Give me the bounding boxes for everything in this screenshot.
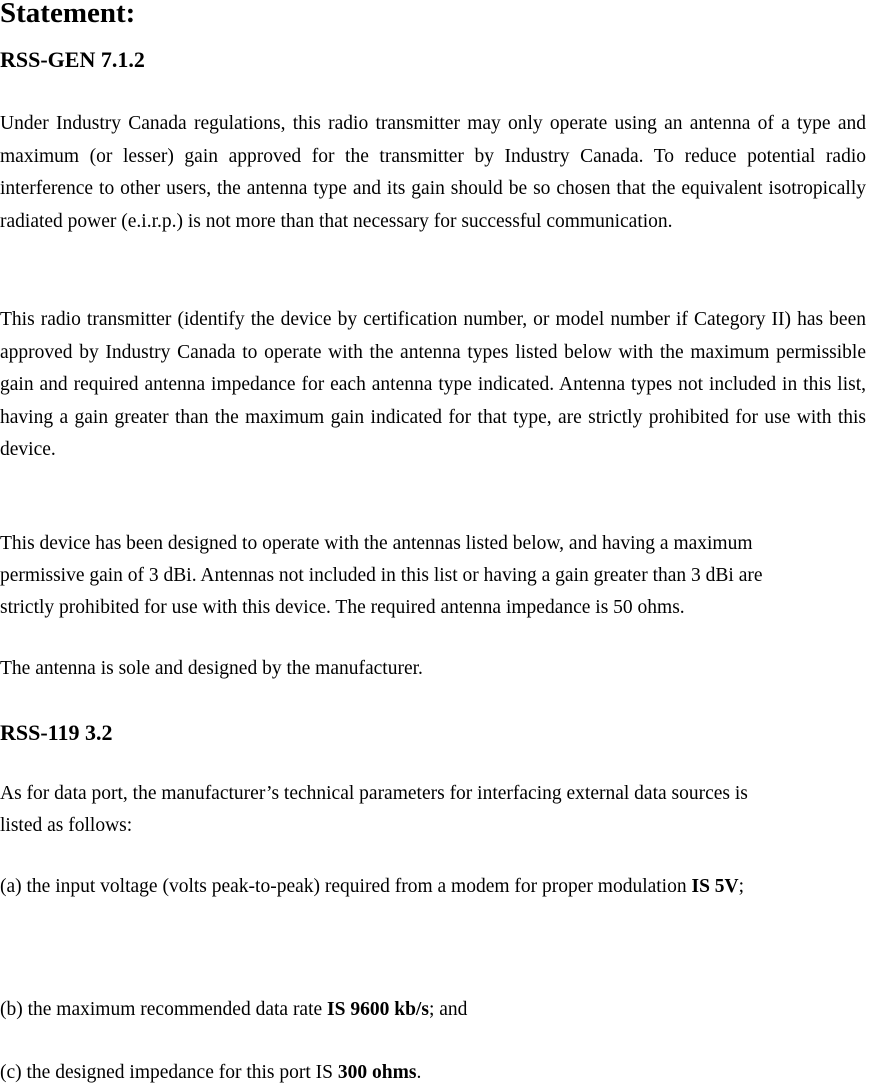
- section-heading-rss-119: RSS-119 3.2: [0, 720, 113, 745]
- text-line: permissive gain of 3 dBi. Antennas not included in this list or having a gain greater than 3 dBi are: [0, 565, 763, 586]
- list-item-input-voltage: [0, 871, 744, 904]
- section-heading-rss-gen: RSS-GEN 7.1.2: [0, 47, 145, 72]
- item-text: (b) the maximum recommended data rate: [0, 999, 328, 1020]
- text-line: As for data port, the manufacturer’s technical parameters for interfacing external data sources is: [0, 783, 748, 804]
- item-text: (a) the input voltage (volts peak-to-peak) required from a modem for proper modulation: [0, 876, 692, 897]
- item-value: 300 ohms: [337, 1062, 417, 1083]
- list-item-data-rate: [0, 994, 467, 1027]
- item-suffix: ; and: [428, 999, 468, 1020]
- text-line: listed as follows:: [0, 815, 133, 836]
- item-value: IS 5V: [691, 876, 739, 897]
- page-title: Statement:: [0, 0, 136, 29]
- paragraph-antenna-sole: The antenna is sole and designed by the manufacturer.: [0, 658, 423, 679]
- item-suffix: ;: [738, 876, 745, 897]
- paragraph-approved-antennas: This radio transmitter (identify the device by certification number, or model number if Category II) has been approved by Industry Canada to operate with the antenna types listed below with the maximum permissible gain and required antenna impedance for each antenna type indicated. Antenna types not included in this list, having a gain greater than the maximum gain indicated for that type, are strictly prohibited for use with this device.: [0, 309, 866, 460]
- item-suffix: .: [416, 1062, 422, 1083]
- item-value: IS 9600 kb/s: [327, 999, 429, 1020]
- paragraph-regulations: Under Industry Canada regulations, this radio transmitter may only operate using an antenna of a type and maximum (or lesser) gain approved for the transmitter by Industry Canada. To reduce potential radio interference to other users, the antenna type and its gain should be so chosen that the equivalent isotropically radiated power (e.i.r.p.) is not more than that necessary for successful communication.: [0, 113, 866, 232]
- text-line: This device has been designed to operate with the antennas listed below, and having a maximum: [0, 533, 753, 554]
- text-line: strictly prohibited for use with this device. The required antenna impedance is 50 ohms.: [0, 597, 685, 618]
- item-text: (c) the designed impedance for this port IS: [0, 1062, 338, 1083]
